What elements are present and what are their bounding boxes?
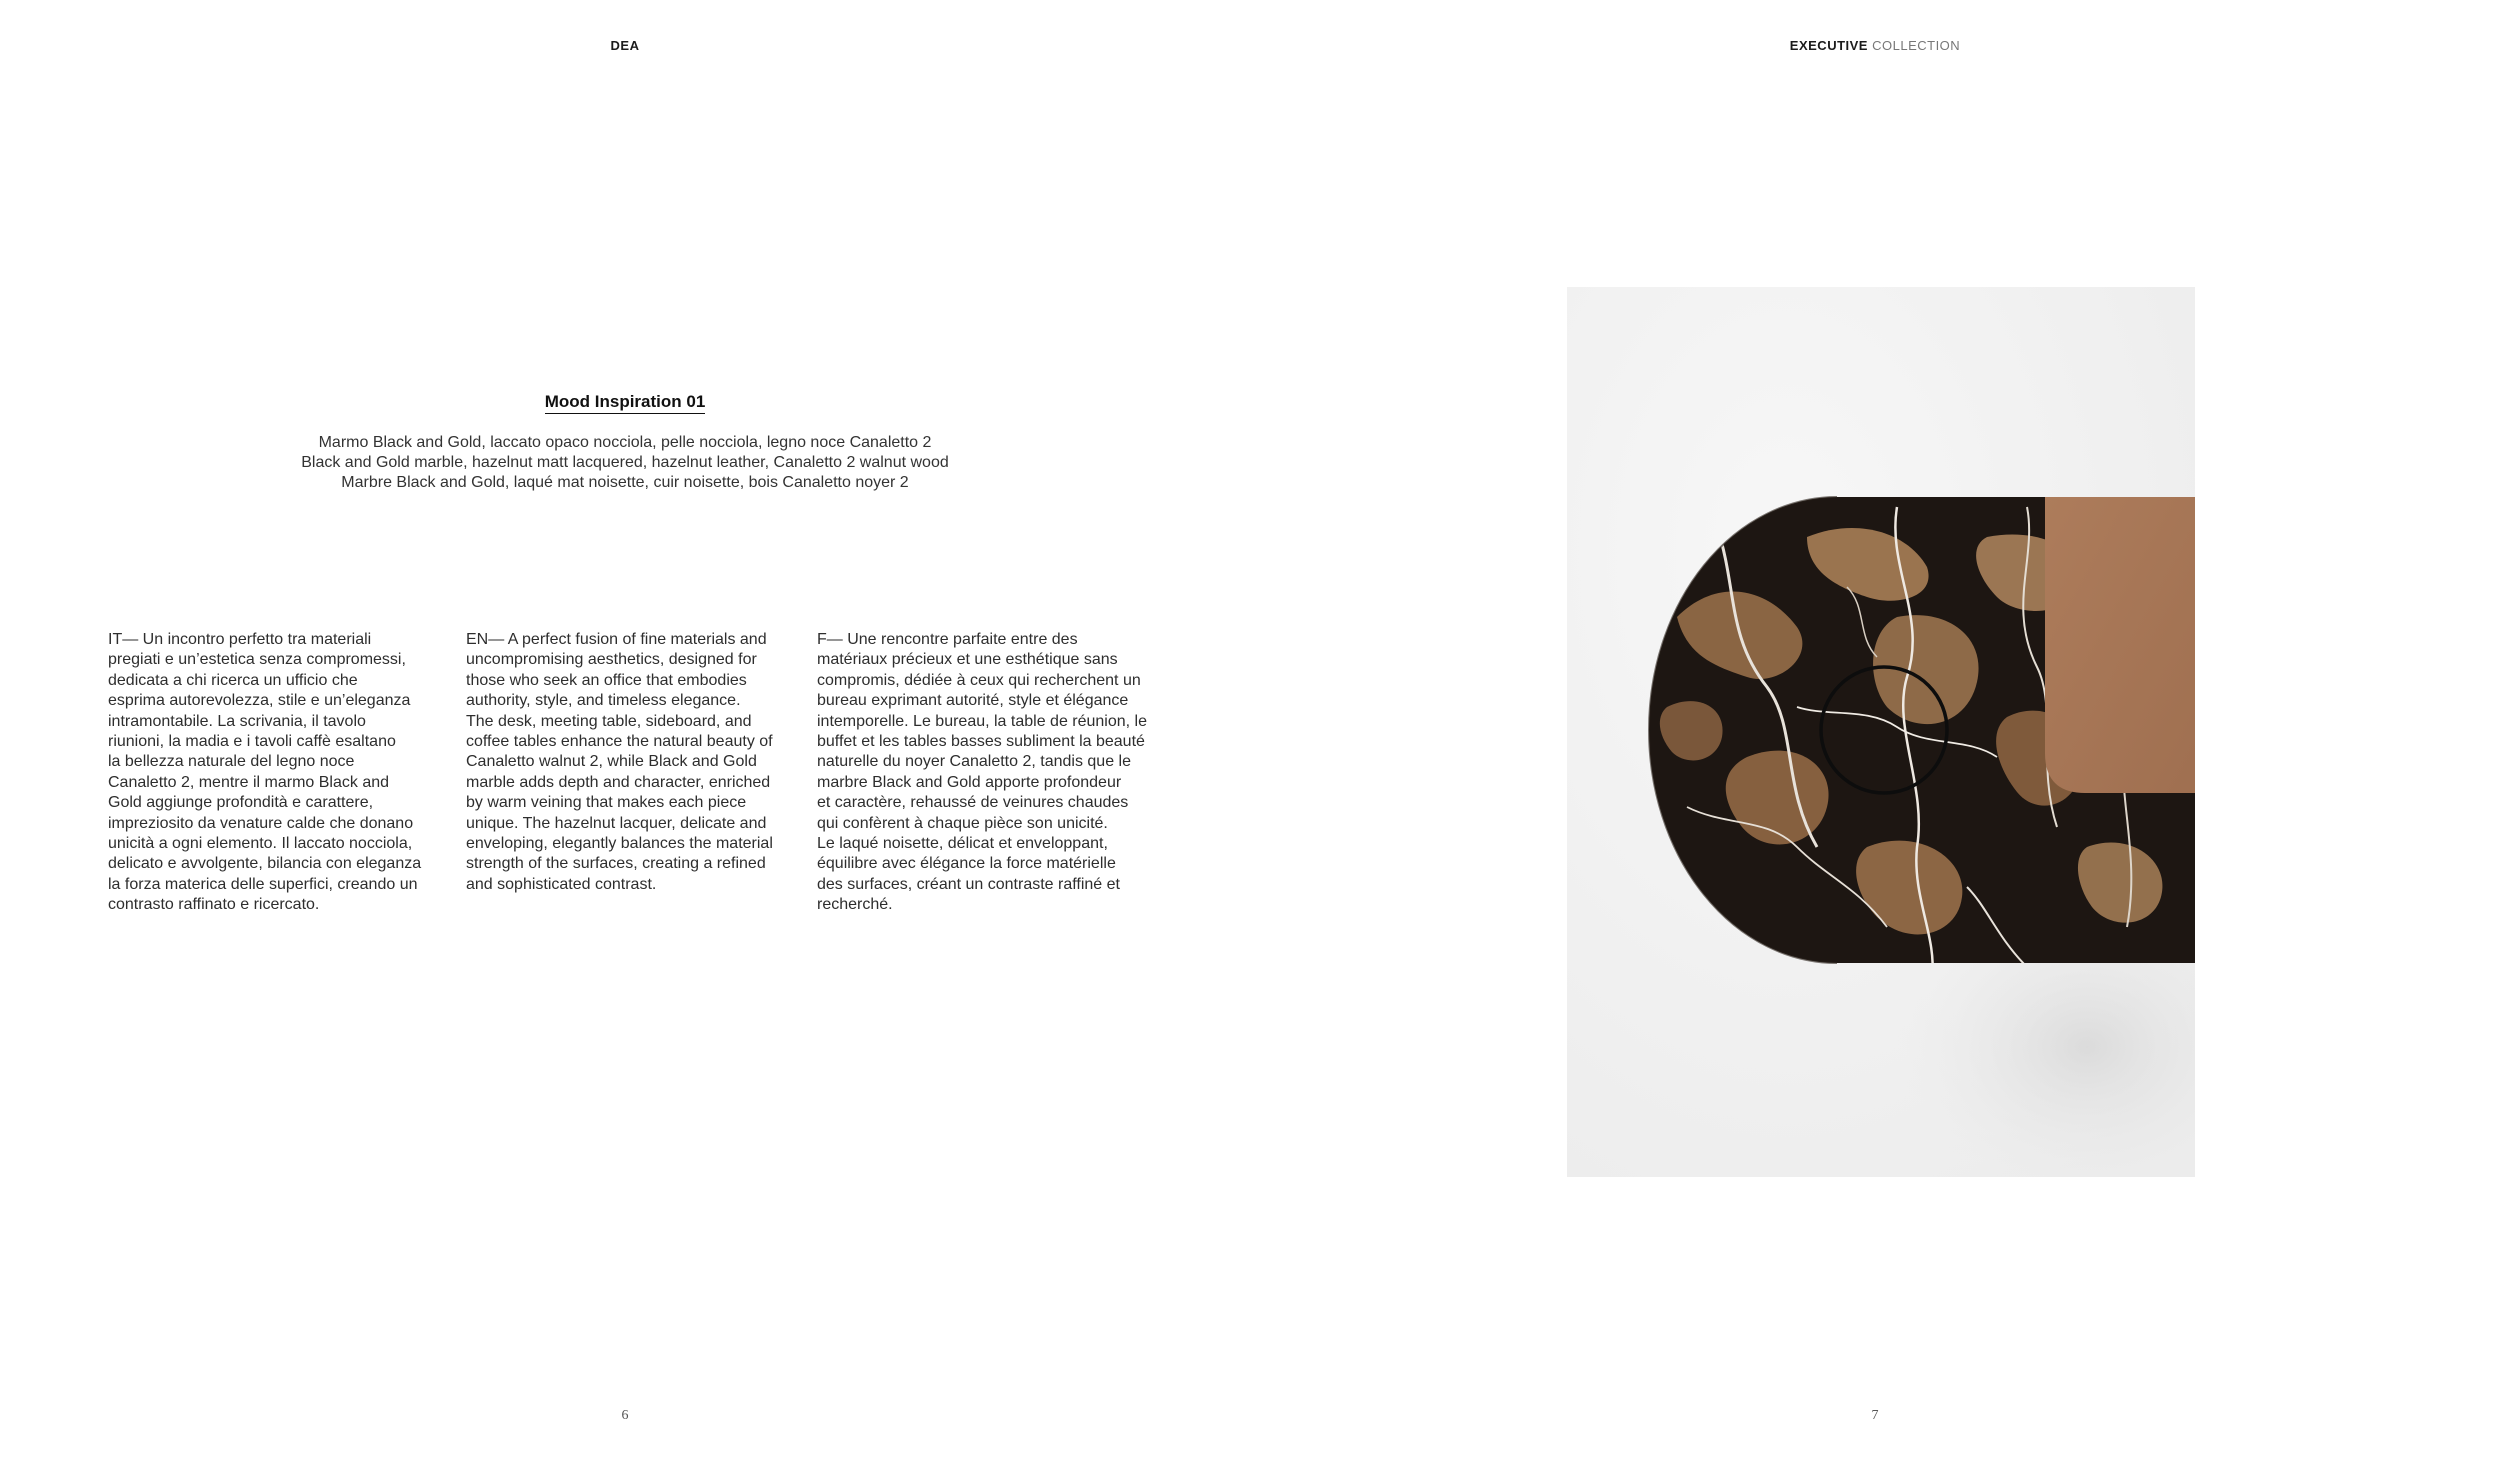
running-head-brand: DEA	[610, 38, 640, 53]
leather-inlay	[2045, 495, 2195, 793]
body-text-italian: IT— Un incontro perfetto tra materiali pregiati e un’estetica senza compromessi, dedicata a chi ricerca un ufficio che esprima autorevolezza, stile e un’eleganza intramontabile. La scrivania, il tavolo riunioni, la madia e i tavoli caffè esaltano la bellezza naturale del legno noce Canaletto 2, mentre il marmo Black and Gold aggiunge profondità e carattere, impreziosito da venature calde che donano unicità a ogni elemento. Il laccato nocciola, delicato e avvolgente, bilancia con eleganza la forza materica delle superfici, creando un contrasto raffinato e ricercato.	[108, 631, 422, 914]
marble-desk-illustration	[1567, 287, 2195, 1177]
materials-line-fr: Marbre Black and Gold, laqué mat noisette, cuir noisette, bois Canaletto noyer 2	[341, 474, 909, 491]
product-photo	[1567, 287, 2195, 1177]
materials-list	[0, 433, 1250, 493]
mood-title-text: Mood Inspiration 01	[545, 392, 706, 414]
body-text-english: EN— A perfect fusion of fine materials and uncompromising aesthetics, designed for those who seek an office that embodies authority, style, and timeless elegance. The desk, meeting table, sideboard, and coffee tables enhance the natural beauty of Canaletto walnut 2, while Black and Gold marble adds depth and character, enriched by warm veining that makes each piece unique. The hazelnut lacquer, delicate and enveloping, elegantly balances the material strength of the surfaces, creating a refined and sophisticated contrast.	[466, 631, 773, 893]
materials-line-it: Marmo Black and Gold, laccato opaco nocciola, pelle nocciola, legno noce Canaletto 2	[318, 434, 932, 451]
mood-title	[0, 392, 1250, 412]
right-page	[1250, 0, 2500, 1458]
materials-line-en: Black and Gold marble, hazelnut matt lacquered, hazelnut leather, Canaletto 2 walnut wood	[301, 454, 949, 471]
running-head-collection-light: COLLECTION	[1872, 38, 1961, 53]
page-number-left: 6	[621, 1408, 629, 1423]
page-number-right: 7	[1871, 1408, 1879, 1423]
running-head-collection-bold: EXECUTIVE	[1789, 38, 1868, 53]
running-head-left	[0, 38, 1250, 53]
running-head-right	[1250, 38, 2500, 53]
body-text-french: F— Une rencontre parfaite entre des matériaux précieux et une esthétique sans compromis, dédiée à ceux qui recherchent un bureau exprimant autorité, style et élégance intemporelle. Le bureau, la table de réunion, le buffet et les tables basses subliment la beauté naturelle du noyer Canaletto 2, tandis que le marbre Black and Gold apporte profondeur et caractère, rehaussé de veinures chaudes qui confèrent à chaque pièce son unicité. Le laqué noisette, délicat et enveloppant, équilibre avec élégance la force matérielle des surfaces, créant un contraste raffiné et recherché.	[817, 631, 1147, 914]
marble-top	[1647, 487, 2195, 977]
